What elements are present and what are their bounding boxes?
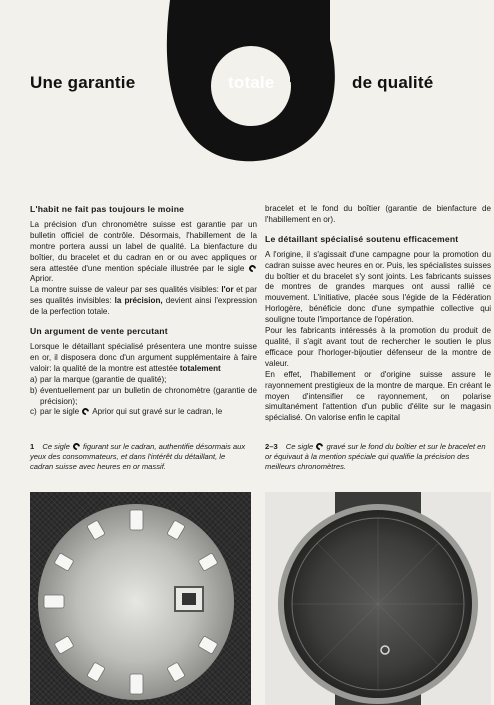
headline-part-1: Une garantie (30, 73, 136, 92)
left-column (30, 204, 257, 418)
paragraph-text: La montre suisse de valeur par ses qualités visibles: (30, 285, 219, 295)
list-item (30, 375, 257, 386)
caption-1 (30, 442, 250, 473)
paragraph-text: devient ainsi l'expression de la perfection totale. (30, 296, 258, 317)
watch-case-back-photo (265, 492, 491, 705)
aprior-sigle-icon (71, 442, 81, 452)
headline-part-3: de qualité (352, 73, 434, 92)
paragraph: Pour les fabricants intéressés à la promotion du produit de qualité, il s'agit avant tout de rechercher le soutien le plus efficace pour l'horloger-bijoutier défenseur de la montre de valeur. (265, 326, 491, 368)
paragraph (30, 285, 257, 318)
caption-number: 2–3 (265, 442, 278, 451)
paragraph-text: Aprior. (30, 274, 54, 284)
paragraph-text: et par ses qualités invisibles: (30, 285, 258, 306)
paragraph: A l'origine, il s'agissait d'une campagne pour la promotion du cadran suisse avec heures en or. Puis, les spécialistes suisses du boîtier et du bracelet s'y sont joints. Les fabricants suisses de montres de grandes marques ont aussi rallié ce mouvement. L'initiative, placée sous l'égide de la Fédération Horlogère, bénéficie donc d'une sympathie collective qui souligne toute l'importance de l'opération. (265, 249, 491, 325)
aprior-sigle-icon (81, 407, 91, 417)
paragraph-text: La précision d'un chronomètre suisse est garantie par un bulletin officiel de contrôle. Désormais, l'habillement de la montre portera aussi un label de qualité. La bienfacture du boîtier, du bracelet et du cadran en or ou avec appliques or sera attestée d'une mention spéciale illustrée par le sigle (30, 219, 257, 273)
aprior-sigle-icon (315, 442, 325, 452)
caption-text: gravé sur le fond du boîtier et sur le bracelet en or équivaut à la mention spéciale qui qualifie la précision des meilleurs chronomètres. (265, 442, 486, 472)
right-column (265, 204, 491, 424)
list-text: par la marque (garantie de qualité); (40, 374, 167, 384)
list-item (30, 407, 257, 418)
list-marker: a) (30, 374, 38, 384)
caption-text: Ce sigle (285, 442, 314, 451)
section-heading-2: Un argument de vente percutant (30, 326, 168, 337)
aprior-sigle-icon (248, 263, 258, 273)
paragraph-text: Lorsque le détaillant spécialisé présentera une montre suisse en or, il disposera donc d'un argument supplémentaire à faire valoir: la qualité de la montre est attestée (30, 341, 257, 373)
caption-text: Ce sigle (42, 442, 70, 451)
paragraph (30, 220, 257, 285)
list-text: éventuellement par un bulletin de chronomètre (garantie de précision); (40, 385, 257, 406)
caption-text: figurant sur le cadran, authentifie désormais aux yeux des consommateurs, et dans l'intérêt du détaillant, le cadran suisse avec heures en or massif. (30, 442, 246, 472)
list-marker: c) (30, 407, 37, 417)
emphasis-text: l'or (221, 285, 234, 295)
paragraph: En effet, l'habillement or d'origine suisse assure le rayonnement prestigieux de la montre de marque. En créant le moyen d'intensifier ce rayonnement, on polarise simultanément l'attention d'un public d'élite sur le magasin spécialisé. On valorise enfin le capital (265, 369, 491, 423)
emphasis-text: la précision, (114, 296, 163, 306)
list-item (30, 386, 257, 408)
list-text: Aprior qui sut gravé sur le cadran, le (92, 407, 223, 417)
paragraph (30, 342, 257, 375)
watch-dial-photo (30, 492, 251, 705)
section-heading-3: Le détaillant spécialisé soutenu efficacement (265, 233, 459, 244)
paragraph: bracelet et le fond du boîtier (garantie de bienfacture de l'habillement en or). (265, 204, 491, 224)
emphasis-text: totalement (179, 363, 221, 373)
caption-number: 1 (30, 442, 35, 451)
caption-2-3 (265, 442, 491, 473)
list-marker: b) (30, 385, 38, 395)
headline-part-2: totale (228, 73, 275, 92)
section-heading-1: L'habit ne fait pas toujours le moine (30, 204, 185, 214)
list-text: par le sigle (40, 407, 80, 417)
